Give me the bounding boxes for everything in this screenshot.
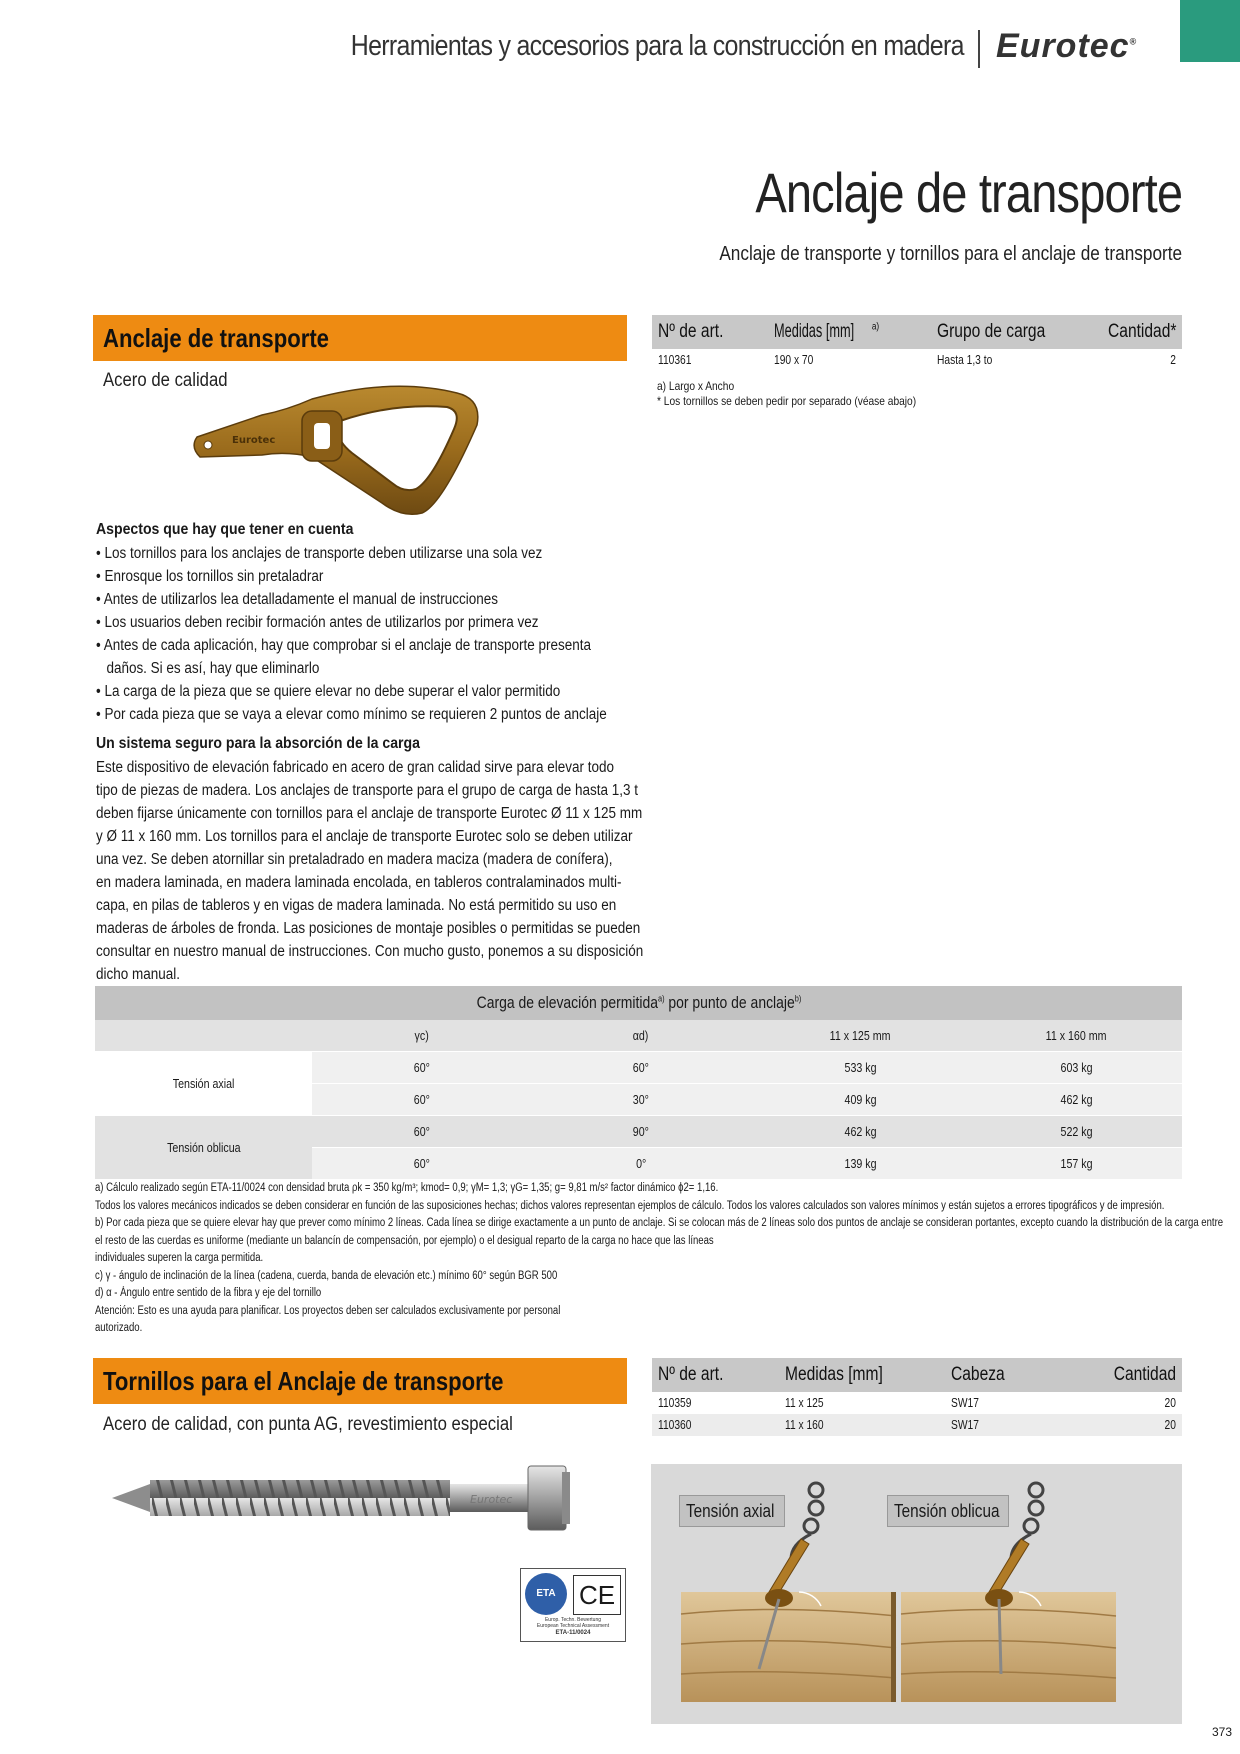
page-subtitle: Anclaje de transporte y tornillos para el anclaje de transporte [719, 243, 1182, 265]
label-oblique: Tensión oblicua [887, 1495, 1009, 1527]
eta-ce-badge: ETA CE Europ. Techn. Bewertung European Technical Assessment ETA-11/0024 [520, 1568, 626, 1642]
col-quantity: Cantidad [1094, 1358, 1182, 1392]
page-number: 373 [1211, 1725, 1232, 1739]
col-dimensions: Medidas [mm] $^{a)}$ [768, 315, 931, 349]
list-item: • Los tornillos para los anclajes de transporte deben utilizarse una sola vez [96, 545, 543, 562]
corner-tab [1180, 0, 1240, 62]
label-axial: Tensión axial [679, 1495, 785, 1527]
section-heading-anchor: Anclaje de transporte [93, 315, 627, 361]
list-item: • Por cada pieza que se vaya a elevar como mínimo se requieren 2 puntos de anclaje [96, 706, 607, 723]
anchor-material: Acero de calidad [103, 370, 228, 391]
list-item: daños. Si es así, hay que eliminarlo [106, 660, 320, 677]
tension-diagram [651, 1464, 1182, 1724]
aspects-heading: Aspectos que hay que tener en cuenta [96, 521, 354, 538]
aspects-list [96, 542, 683, 726]
table-note: * Los tornillos se deben pedir por separado (véase abajo) [657, 394, 917, 408]
list-item: • Antes de utilizarlos lea detalladamente el manual de instrucciones [96, 591, 499, 608]
system-paragraph: Este dispositivo de elevación fabricado en acero de gran calidad sirve para elevar todo tipo de piezas de madera. Los anclajes de transporte para el grupo de carga de hasta 1,3 t deben fijarse únicamente con tornillos para el anclaje de transporte Eurotec Ø 11 x 125 mm y Ø 11 x 160 mm. Los tornillos para el anclaje de transporte Eurotec solo se deben utilizar una vez. Se deben atornillar sin pretaladrado en madera maciza (madera de conífera), en madera laminada, en madera laminada encolada, en tableros contralaminados multi- capa, en pilas de tableros y en vigas de madera laminada. No está permitido su uso en maderas de árboles de fronda. Las posiciones de montaje posibles o permitidas se pueden consultar en nuestro manual de instrucciones. Con mucho gusto, ponemos a su disposición dicho manual. [96, 759, 644, 983]
screw-material: Acero de calidad, con punta AG, revestimiento especial [103, 1414, 513, 1435]
transport-anchor-image [192, 385, 522, 520]
col-125: 11 x 125 mm [750, 1020, 971, 1052]
screw-brand-stamp: Eurotec [470, 1493, 513, 1506]
table-note: a) Largo x Ancho [657, 379, 735, 393]
col-alpha: αd) [532, 1020, 750, 1052]
list-item: • Antes de cada aplicación, hay que comprobar si el anclaje de transporte presenta [96, 637, 591, 654]
col-dimensions: Medidas [mm] [779, 1358, 945, 1392]
page-title: Anclaje de transporte [755, 161, 1182, 224]
anchor-brand-stamp: Eurotec [232, 435, 276, 446]
load-capacity-table [95, 986, 1182, 1180]
list-item: • Los usuarios deben recibir formación antes de utilizarlos por primera vez [96, 614, 539, 631]
col-quantity: Cantidad* [1087, 315, 1182, 349]
table-row: Tensión oblicua 60° 90° 462 kg 522 kg [95, 1116, 1182, 1148]
table-row: 110361 190 x 70 Hasta 1,3 to 2 [658, 353, 1176, 367]
header-title: Herramientas y accesorios para la construcción en madera [351, 30, 964, 62]
table-row: 60° 30° 409 kg 462 kg [95, 1084, 1182, 1116]
section-heading-screws: Tornillos para el Anclaje de transporte [93, 1358, 627, 1404]
col-160: 11 x 160 mm [971, 1020, 1182, 1052]
system-heading: Un sistema seguro para la absorción de la carga [96, 735, 420, 752]
table-row: 110360 11 x 160 SW17 20 [652, 1414, 1182, 1436]
eta-logo-icon: ETA [525, 1573, 567, 1615]
list-item: • Enrosque los tornillos sin pretaladrar [96, 568, 324, 585]
table-row: 60° 0° 139 kg 157 kg [95, 1148, 1182, 1180]
footnotes: a) Cálculo realizado según ETA-11/0024 con densidad bruta ρk = 350 kg/m³; kmod= 0,9; γM= 1,3; γG= 1,35; g= 9,81 m/s² factor dinámico ϕ2= 1,16. Todos los valores mecánicos indicados se deben considerar en función de las suposiciones hechas; dichos valores representan ejemplos de cálculo. Todos los valores calculados son valores mínimos y están sujetos a errores tipográficos y de impresión. b) Por cada pieza que se quiere elevar hay que prever como mínimo 2 líneas. Cada línea se dirige exactamente a un punto de anclaje. Si se colocan más de 2 líneas solo dos puntos de anclaje se consideran portantes, excepto cuando la distribución de la carga entre el resto de las cuerdas es uniforme (mediante un balancín de compensación, por ejemplo) o el desigual reparto de la carga no hace que las líneas individuales superen la carga permitida. c) γ - ángulo de inclinación de la línea (cadena, cuerda, banda de elevación etc.) mínimo 60° según BGR 500 d) α - Ángulo entre sentido de la fibra y eje del tornillo Atención: Esto es una ayuda para planificar. Los proyectos deben ser calculados exclusivamente por personal autorizado. [95, 1182, 1224, 1334]
col-gamma: γc) [312, 1020, 532, 1052]
table-row: 110359 11 x 125 SW17 20 [658, 1396, 1176, 1410]
anchor-article-table [652, 315, 1182, 371]
table-row: Tensión axial 60° 60° 533 kg 603 kg [95, 1052, 1182, 1084]
col-article-no: Nº de art. [652, 1358, 779, 1392]
screw-image [110, 1458, 620, 1538]
col-head: Cabeza [945, 1358, 1094, 1392]
col-article-no: Nº de art. [652, 315, 768, 349]
list-item: • La carga de la pieza que se quiere elevar no debe superar el valor permitido [96, 683, 561, 700]
load-table-title: Carga de elevación permitida$^{a)}$ por punto de anclaje$^{b)}$ [95, 986, 1182, 1020]
header-divider [978, 30, 980, 68]
ce-mark-icon: CE [573, 1575, 621, 1615]
col-load-group: Grupo de carga [931, 315, 1087, 349]
brand-logo: Eurotec® [996, 27, 1138, 65]
screw-article-table [652, 1358, 1182, 1436]
